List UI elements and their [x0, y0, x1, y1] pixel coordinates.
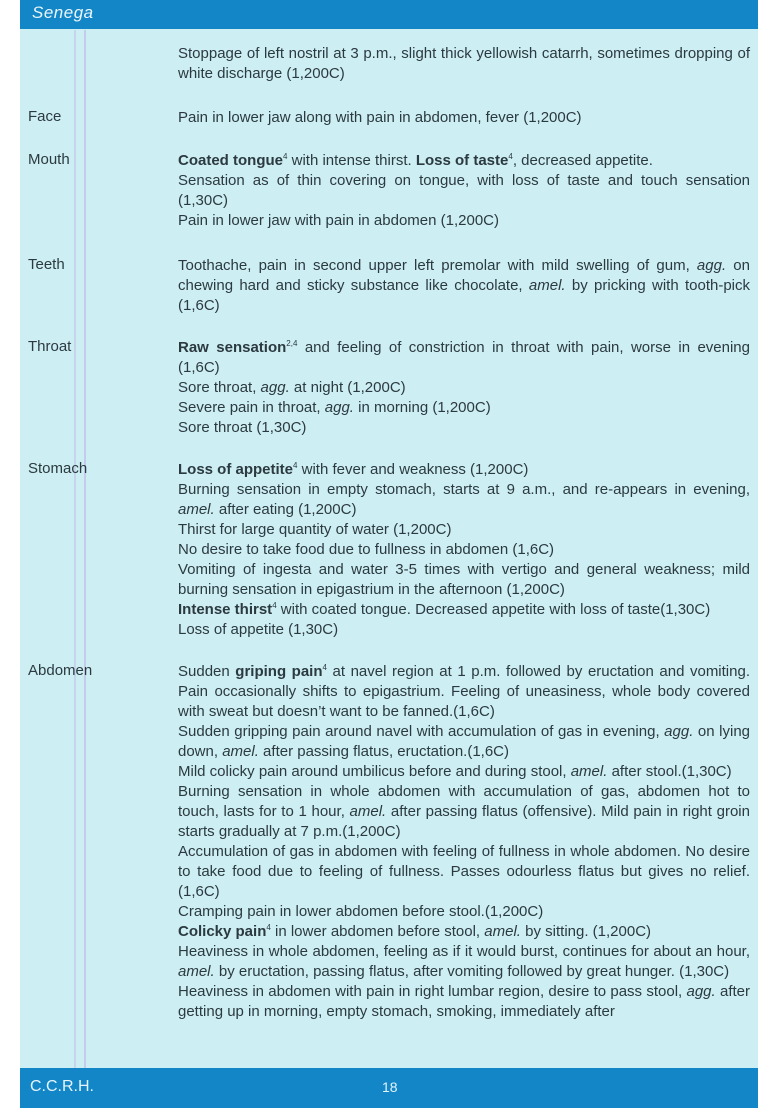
entry-text: Burning sensation in empty stomach, starts at 9 a.m., and re-appears in evening, — [178, 481, 750, 498]
symptom-entry — [178, 256, 750, 316]
entry-text: Sore throat, — [178, 379, 261, 396]
symptom-entry — [178, 378, 750, 398]
symptom-entry — [178, 782, 750, 842]
entry-text: after passing flatus, eructation.(1,6C) — [258, 743, 510, 760]
symptom-entry — [178, 108, 750, 128]
entry-text: Pain in lower jaw along with pain in abdomen, fever (1,200C) — [178, 109, 582, 126]
entry-text: Toothache, pain in second upper left premolar with mild swelling of gum, — [178, 257, 697, 274]
symptom-entry — [178, 480, 750, 520]
reference-superscript: 4 — [283, 152, 288, 161]
symptom-entry — [178, 942, 750, 982]
symptom-entry — [178, 211, 750, 231]
symptom-entry — [178, 600, 750, 620]
section-entries — [178, 44, 750, 84]
symptom-entry — [178, 620, 750, 640]
section-label: Face — [28, 108, 62, 125]
italic-modality: amel. — [222, 743, 259, 760]
reference-superscript: 4 — [293, 461, 298, 470]
symptom-entry — [178, 44, 750, 84]
bold-keyword: griping pain — [235, 663, 323, 680]
entry-text: on lying down, — [178, 723, 751, 760]
italic-modality: agg. — [260, 379, 290, 396]
entry-text: with fever and weakness (1,200C) — [297, 461, 529, 478]
entry-text: Sensation as of thin covering on tongue, with loss of taste and touch sensation (1,30C) — [178, 172, 750, 209]
publisher-label: C.C.R.H. — [30, 1078, 94, 1095]
italic-modality: agg. — [686, 983, 716, 1000]
entry-text: Burning sensation in whole abdomen with accumulation of gas, abdomen hot to touch, lasts for to 1 hour, — [178, 783, 750, 820]
entry-text: and feeling of constriction in throat with pain, worse in evening (1,6C) — [178, 339, 750, 376]
section-entries — [178, 338, 750, 438]
symptom-entry — [178, 460, 750, 480]
symptom-entry — [178, 982, 750, 1022]
entry-text: after passing flatus (offensive). Mild pain in right groin starts gradually at 7 p.m.(1,200C) — [178, 803, 750, 840]
entry-text: Accumulation of gas in abdomen with feeling of fullness in whole abdomen. No desire to take food due to feeling of fullness. Passes odourless flatus but gives no relief.(1,6C) — [178, 843, 750, 900]
entry-text: on chewing hard and sticky substance like chocolate, — [178, 257, 750, 294]
entry-text: Pain in lower jaw with pain in abdomen (1,200C) — [178, 212, 500, 229]
entry-text: Heaviness in abdomen with pain in right lumbar region, desire to pass stool, — [178, 983, 687, 1000]
italic-modality: agg. — [664, 723, 694, 740]
bold-keyword: Coated tongue — [178, 152, 283, 169]
entry-text: Thirst for large quantity of water (1,200C) — [178, 521, 452, 538]
section-entries — [178, 256, 750, 316]
page-number: 18 — [382, 1079, 398, 1095]
section-label: Throat — [28, 338, 72, 355]
entry-text: Severe pain in throat, — [178, 399, 325, 416]
entry-text: after getting up in morning, empty stomach, smoking, immediately after — [178, 983, 750, 1020]
entry-text: Loss of appetite (1,30C) — [178, 621, 339, 638]
document-page — [20, 0, 758, 1108]
italic-modality: amel. — [484, 923, 521, 940]
section-label: Abdomen — [28, 662, 93, 679]
section-label: Teeth — [28, 256, 65, 273]
entry-text: by eructation, passing flatus, after vomiting followed by great hunger. (1,30C) — [214, 963, 730, 980]
bold-keyword: Intense thirst — [178, 601, 273, 618]
reference-superscript: 4 — [322, 663, 327, 672]
entry-text: Sudden — [178, 663, 236, 680]
entry-text: Stoppage of left nostril at 3 p.m., slight thick yellowish catarrh, sometimes dropping of white discharge (1,200C) — [178, 45, 750, 82]
reference-superscript: 4 — [272, 601, 277, 610]
symptom-entry — [178, 902, 750, 922]
reference-superscript: 2,4 — [286, 339, 298, 348]
italic-modality: amel. — [570, 763, 608, 780]
symptom-entry — [178, 762, 750, 782]
section-entries — [178, 151, 750, 231]
bold-keyword: Loss of taste — [415, 152, 509, 169]
entry-text: after eating (1,200C) — [214, 501, 357, 518]
symptom-entry — [178, 418, 750, 438]
margin-line — [74, 30, 76, 1068]
bold-keyword: Colicky pain — [178, 923, 267, 940]
symptom-entry — [178, 722, 750, 762]
section-label: Stomach — [28, 460, 88, 477]
entry-text: Cramping pain in lower abdomen before stool.(1,200C) — [178, 903, 544, 920]
bold-keyword: Loss of appetite — [178, 461, 294, 478]
entry-text: Heaviness in whole abdomen, feeling as if it would burst, continues for about an hour, — [178, 943, 750, 960]
entry-text: Sore throat (1,30C) — [178, 419, 307, 436]
italic-modality: amel. — [349, 803, 387, 820]
entry-text: at night (1,200C) — [289, 379, 406, 396]
symptom-entry — [178, 560, 750, 600]
symptom-entry — [178, 842, 750, 902]
symptom-entry — [178, 540, 750, 560]
reference-superscript: 4 — [508, 152, 513, 161]
entry-text: Sudden gripping pain around navel with accumulation of gas in evening, — [178, 723, 665, 740]
entry-text: at navel region at 1 p.m. followed by eructation and vomiting. Pain occasionally shifts to epigastrium. Feeling of uneasiness, whole body covered with sweat but doesn’t want to be fanned.(1,6C) — [178, 663, 750, 720]
entry-text: , decreased appetite. — [512, 152, 653, 169]
section-label: Mouth — [28, 151, 70, 168]
footer-band — [20, 1068, 758, 1108]
entry-text: by pricking with tooth-pick (1,6C) — [178, 277, 750, 314]
symptom-entry — [178, 520, 750, 540]
symptom-entry — [178, 398, 750, 418]
symptom-entry — [178, 171, 750, 211]
entry-text: Vomiting of ingesta and water 3-5 times with vertigo and general weakness; mild burning sensation in epigastrium in the afternoon (1,200C) — [178, 561, 750, 598]
entry-text: with coated tongue. Decreased appetite with loss of taste(1,30C) — [276, 601, 711, 618]
italic-modality: amel. — [178, 501, 215, 518]
section-entries — [178, 460, 750, 640]
italic-modality: amel. — [178, 963, 215, 980]
symptom-entry — [178, 338, 750, 378]
entry-text: after stool.(1,30C) — [607, 763, 732, 780]
symptom-entry — [178, 151, 750, 171]
remedy-title: Senega — [32, 3, 94, 22]
symptom-entry — [178, 922, 750, 942]
section-entries — [178, 662, 750, 1022]
entry-text: with intense thirst. — [287, 152, 416, 169]
entry-text: Mild colicky pain around umbilicus before and during stool, — [178, 763, 571, 780]
reference-superscript: 4 — [266, 923, 271, 932]
header-band — [20, 0, 758, 29]
section-entries — [178, 108, 750, 128]
entry-text: in morning (1,200C) — [353, 399, 491, 416]
italic-modality: agg. — [324, 399, 354, 416]
margin-line — [84, 30, 86, 1068]
symptom-entry — [178, 662, 750, 722]
entry-text: in lower abdomen before stool, — [270, 923, 485, 940]
italic-modality: amel. — [528, 277, 566, 294]
bold-keyword: Raw sensation — [178, 339, 287, 356]
italic-modality: agg. — [696, 257, 727, 274]
entry-text: No desire to take food due to fullness in abdomen (1,6C) — [178, 541, 555, 558]
entry-text: by sitting. (1,200C) — [520, 923, 652, 940]
